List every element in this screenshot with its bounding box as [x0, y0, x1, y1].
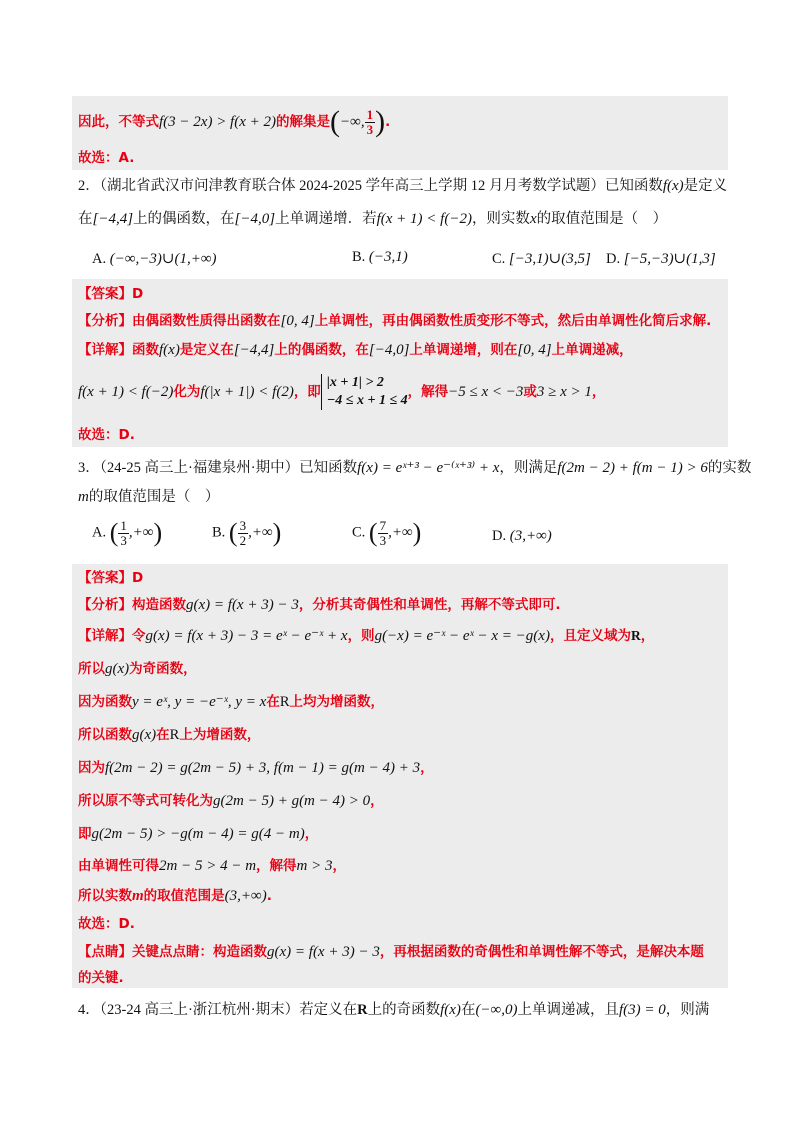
fraction: $\frac{1}{3}$ [366, 106, 374, 137]
q3-note-end: 的关键. [78, 970, 124, 986]
q2-detail: 【详解】函数f(x)是定义在[−4,4]上的偶函数，在[−4,0]上单调递增，则在[0, 4]上单调递减， [78, 342, 633, 358]
q3-convert: 所以原不等式可转化为g(2m − 5) + g(m − 4) > 0， [78, 793, 384, 809]
q2-option-d[interactable]: D. [−5,−3)∪(1,3] [606, 251, 716, 267]
q3-relation: 因为f(2m − 2) = g(2m − 5) + 3, f(m − 1) = g(m − 4) + 3， [78, 760, 434, 776]
q2-analysis: 【分析】由偶函数性质得出函数在[0, 4]上单调性，再由偶函数性质变形不等式，然后由单调性化简后求解. [78, 313, 712, 329]
prev-choice: 故选：A. [78, 150, 135, 166]
inequality-system: |x + 1| > 2 −4 ≤ x + 1 ≤ 4 [321, 374, 408, 410]
q3-g-increasing: 所以函数g(x)在R上为增函数， [78, 727, 261, 743]
q3-stem-line1: 3．（24-25 高三上·福建泉州·期中）已知函数f(x) = eˣ⁺³ − e⁻⁽ˣ⁺³⁾ + x，则满足f(2m − 2) + f(m − 1) > 6的实数 [78, 460, 752, 476]
q2-option-c[interactable]: C. [−3,1)∪(3,5] [492, 251, 591, 267]
q3-note: 【点睛】关键点点睛：构造函数g(x) = f(x + 3) − 3，再根据函数的奇偶性和单调性解不等式，是解决本题 [78, 944, 704, 960]
q2-option-a[interactable]: A. (−∞,−3)∪(1,+∞) [92, 251, 217, 267]
q3-option-b[interactable]: B. ( $\frac{3}{2}$ ,+∞) [212, 517, 282, 548]
q3-range: 所以实数m的取值范围是(3,+∞). [78, 888, 272, 904]
q3-increasing: 因为函数y = eˣ, y = −e⁻ˣ, y = x在R上均为增函数， [78, 694, 384, 710]
q3-detail: 【详解】令g(x) = f(x + 3) − 3 = eˣ − e⁻ˣ + x，则g(−x) = e⁻ˣ − eˣ − x = −g(x)，且定义域为R， [78, 628, 655, 644]
q3-monotonic: 由单调性可得2m − 5 > 4 − m，解得m > 3， [78, 858, 346, 874]
q3-option-d[interactable]: D. (3,+∞) [492, 528, 552, 544]
prev-conclusion: 因此，不等式f(3 − 2x) > f(x + 2)的解集是(−∞, $\frac{1}{3}$ ). [78, 105, 391, 138]
q3-option-c[interactable]: C. ( $\frac{7}{3}$ ,+∞) [352, 517, 422, 548]
q2-answer: 【答案】D [78, 286, 144, 302]
q2-stem-line2: 在[−4,4]上的偶函数，在[−4,0]上单调递增．若f(x + 1) < f(−2)，则实数x的取值范围是（ ） [78, 211, 668, 227]
q3-answer: 【答案】D [78, 570, 144, 586]
q3-stem-line2: m的取值范围是（ ） [78, 489, 220, 505]
q2-stem-line1: 2．（湖北省武汉市问津教育联合体 2024-2025 学年高三上学期 12 月月考数学试题）已知函数f(x)是定义 [78, 178, 728, 194]
q2-option-b[interactable]: B. (−3,1) [352, 249, 408, 265]
q3-choice: 故选：D. [78, 916, 135, 932]
q4-stem: 4．（23-24 高三上·浙江杭州·期末）若定义在R上的奇函数f(x)在(−∞,0)上单调递减，且f(3) = 0，则满 [78, 1002, 710, 1018]
q3-analysis: 【分析】构造函数g(x) = f(x + 3) − 3，分析其奇偶性和单调性，再解不等式即可. [78, 597, 561, 613]
q2-derivation: f(x + 1) < f(−2)化为f(|x + 1|) < f(2)，即 |x + 1| > 2 −4 ≤ x + 1 ≤ 4 ，解得−5 ≤ x < −3或3 ≥ x > 1， [78, 375, 606, 408]
answer-band-q2 [72, 279, 728, 447]
q3-odd: 所以g(x)为奇函数， [78, 661, 197, 677]
q3-option-a[interactable]: A. ( $\frac{1}{3}$ ,+∞) [92, 517, 163, 548]
q2-choice: 故选：D. [78, 427, 135, 443]
q3-ji: 即g(2m − 5) > −g(m − 4) = g(4 − m)， [78, 826, 319, 842]
